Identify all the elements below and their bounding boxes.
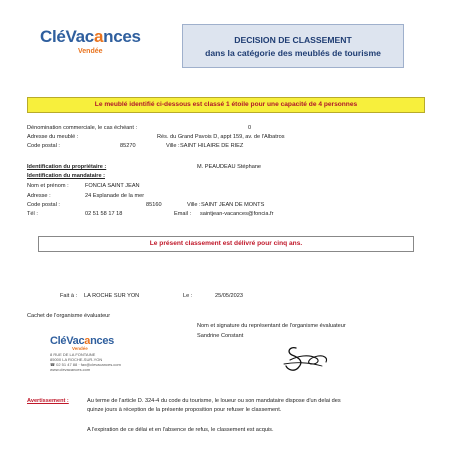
- logo-accent-letter: a: [93, 27, 104, 46]
- stamp-contact-line: ☎ 02 51 47 88 · fax@clevacances.com: [50, 362, 121, 367]
- place-label: Fait à :: [60, 293, 78, 299]
- agent-postal-label: Code postal :: [27, 202, 60, 208]
- evaluator-name: Sandrine Constant: [197, 333, 244, 339]
- city-value: SAINT HILAIRE DE RIEZ: [180, 143, 244, 149]
- owner-name: M. PEAUDEAU Stéphane: [197, 164, 262, 170]
- stamp-label: Cachet de l'organisme évaluateur: [27, 313, 111, 319]
- city-label: Ville :: [166, 143, 180, 149]
- classification-banner: Le meublé identifié ci-dessous est classé 1 étoile pour une capacité de 4 personnes: [27, 97, 425, 113]
- denomination-value: 0: [248, 125, 252, 131]
- warning-label: Avertissement :: [27, 398, 69, 404]
- logo-brand-text: CléVacances: [40, 27, 141, 46]
- date-label: Le :: [183, 293, 193, 299]
- evaluator-label: Nom et signature du représentant de l'organisme évaluateur: [197, 323, 346, 329]
- agent-email-value: saintjean-vacances@foncia.fr: [200, 211, 274, 217]
- stamp-accent-letter: a: [84, 335, 91, 347]
- postal-code-label: Code postal :: [27, 143, 60, 149]
- clevacances-logo: [40, 27, 141, 55]
- agent-postal-value: 85160: [146, 202, 162, 208]
- document-title: DECISION DE CLASSEMENT: [234, 35, 352, 45]
- evaluator-stamp: [50, 335, 121, 372]
- stamp-address-line-2: 85000 LA ROCHE-SUR-YON: [50, 357, 103, 362]
- agent-address-label: Adresse :: [27, 193, 51, 199]
- validity-notice: Le présent classement est délivré pour cinq ans.: [38, 236, 414, 252]
- agent-name-label: Nom et prénom :: [27, 183, 69, 189]
- agent-email-label: Email :: [174, 211, 192, 217]
- denomination-label: Dénomination commerciale, le cas échéant :: [27, 125, 138, 131]
- agent-phone-label: Tél :: [27, 211, 38, 217]
- warning-line-3: A l'expiration de ce délai et en l'absence de refus, le classement est acquis.: [87, 427, 274, 433]
- signature-image: [282, 342, 330, 378]
- address-label: Adresse du meublé :: [27, 134, 79, 140]
- document-title-box: [182, 24, 404, 68]
- warning-line-1: Au terme de l'article D. 324-4 du code du tourisme, le loueur ou son mandataire dispose d'un delai des: [87, 398, 341, 404]
- agent-city-label: Ville :: [187, 202, 201, 208]
- document-subtitle: dans la catégorie des meublés de tourisme: [205, 48, 381, 58]
- stamp-region: Vendée: [72, 346, 88, 351]
- agent-heading: Identification du mandataire :: [27, 173, 106, 179]
- agent-phone-value: 02 51 58 17 18: [85, 211, 123, 217]
- address-value: Rés. du Grand Pavois D, appt 159, av. de l'Albatros: [157, 134, 285, 140]
- postal-code-value: 85270: [120, 143, 136, 149]
- stamp-address-line-1: 8 RUE DE LA FONTAINE: [50, 352, 96, 357]
- place-value: LA ROCHE SUR YON: [84, 293, 140, 299]
- warning-line-2: quinze jours à réception de la présente proposition pour refuser le classement.: [87, 407, 282, 413]
- owner-heading: Identification du propriétaire :: [27, 164, 107, 170]
- agent-name-value: FONCIA SAINT JEAN: [85, 183, 140, 189]
- stamp-brand-text: CléVacances: [50, 335, 114, 347]
- stamp-website: www.clevacances.com: [50, 367, 91, 372]
- date-value: 25/05/2023: [215, 293, 243, 299]
- agent-address-value: 24 Esplanade de la mer: [85, 193, 145, 199]
- agent-city-value: SAINT JEAN DE MONTS: [201, 202, 265, 208]
- logo-region: Vendée: [78, 48, 103, 55]
